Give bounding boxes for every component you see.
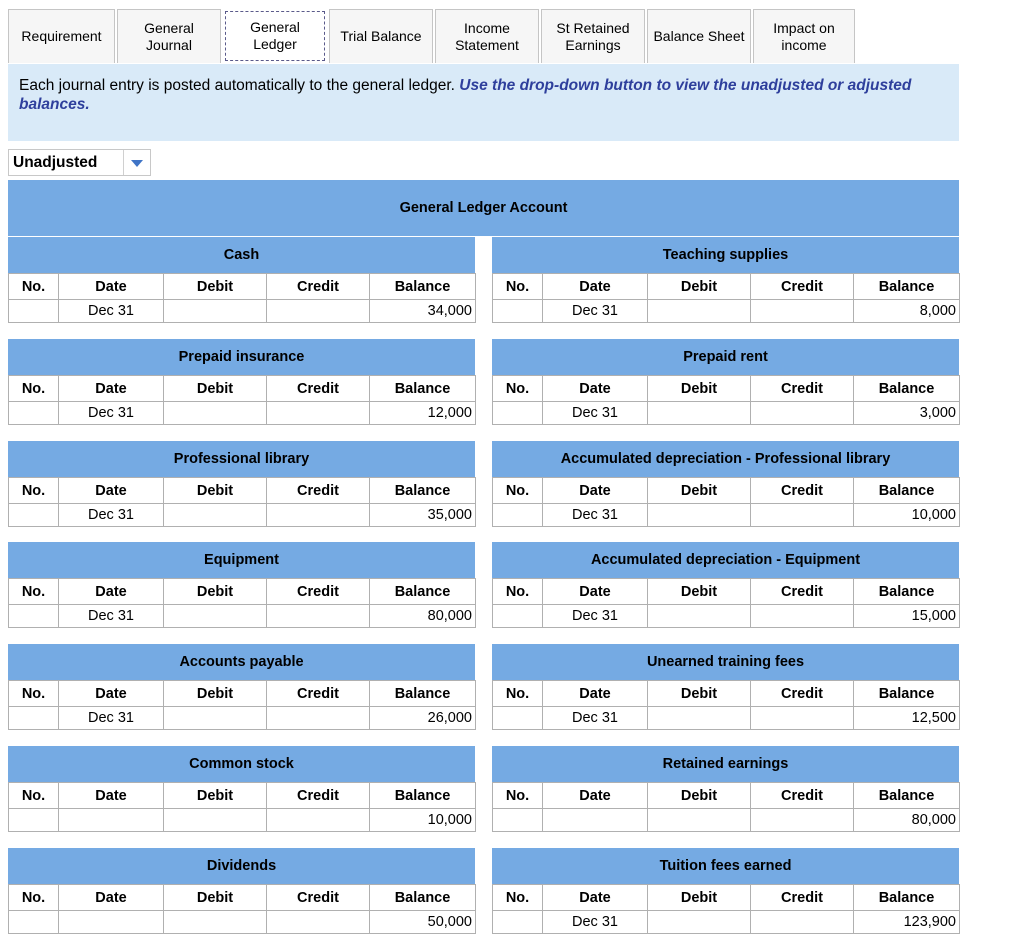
cell-credit[interactable]	[751, 402, 854, 425]
tab-label: Impact on income	[773, 19, 835, 53]
cell-credit[interactable]	[267, 504, 370, 527]
cell-date[interactable]: Dec 31	[59, 605, 164, 628]
cell-no[interactable]	[9, 402, 59, 425]
column-header-debit: Debit	[164, 885, 267, 911]
column-header-debit: Debit	[648, 783, 751, 809]
column-header-credit: Credit	[751, 478, 854, 504]
table-row	[493, 402, 960, 425]
column-header-date: Date	[543, 681, 648, 707]
column-header-credit: Credit	[751, 681, 854, 707]
cell-credit[interactable]	[267, 300, 370, 323]
cell-date[interactable]: Dec 31	[543, 504, 648, 527]
cell-credit[interactable]	[751, 911, 854, 934]
column-header-debit: Debit	[164, 478, 267, 504]
account-table	[8, 680, 476, 730]
cell-no[interactable]	[493, 402, 543, 425]
cell-no[interactable]	[493, 809, 543, 832]
column-header-date: Date	[543, 885, 648, 911]
account-table	[8, 375, 476, 425]
table-row	[493, 300, 960, 323]
cell-balance[interactable]: 26,000	[370, 707, 476, 730]
cell-credit[interactable]	[267, 809, 370, 832]
column-header-credit: Credit	[267, 376, 370, 402]
column-header-debit: Debit	[164, 376, 267, 402]
ledger-account	[8, 542, 475, 628]
tab-label: General Ledger	[250, 19, 300, 52]
column-header-balance: Balance	[854, 783, 960, 809]
table-row	[493, 605, 960, 628]
table-row	[9, 504, 476, 527]
column-header-credit: Credit	[751, 783, 854, 809]
column-header-credit: Credit	[267, 885, 370, 911]
column-header-debit: Debit	[164, 579, 267, 605]
account-title: Accumulated depreciation - Equipment	[492, 542, 959, 578]
ledger-header	[8, 180, 959, 236]
table-row	[9, 707, 476, 730]
chevron-down-icon[interactable]	[124, 158, 150, 167]
account-title: Retained earnings	[492, 746, 959, 782]
ledger-account	[492, 542, 959, 628]
column-header-balance: Balance	[854, 681, 960, 707]
column-header-no: No.	[493, 274, 543, 300]
cell-credit[interactable]	[751, 809, 854, 832]
column-header-credit: Credit	[267, 478, 370, 504]
account-title: Equipment	[8, 542, 475, 578]
column-header-date: Date	[59, 376, 164, 402]
column-header-balance: Balance	[854, 376, 960, 402]
cell-credit[interactable]	[267, 707, 370, 730]
account-title: Cash	[8, 237, 475, 273]
cell-date[interactable]: Dec 31	[543, 911, 648, 934]
account-table	[492, 578, 960, 628]
column-header-no: No.	[9, 579, 59, 605]
instructions-text: Each journal entry is posted automatically to the general ledger.	[19, 77, 455, 94]
cell-balance[interactable]: 34,000	[370, 300, 476, 323]
cell-date[interactable]: Dec 31	[59, 504, 164, 527]
ledger-account	[8, 339, 475, 425]
column-header-no: No.	[9, 274, 59, 300]
account-table	[492, 782, 960, 832]
column-header-no: No.	[9, 478, 59, 504]
cell-credit[interactable]	[751, 300, 854, 323]
column-header-date: Date	[59, 783, 164, 809]
account-title: Common stock	[8, 746, 475, 782]
column-header-credit: Credit	[267, 579, 370, 605]
column-header-credit: Credit	[751, 579, 854, 605]
column-header-date: Date	[59, 274, 164, 300]
account-table	[492, 273, 960, 323]
cell-balance[interactable]: 8,000	[854, 300, 960, 323]
cell-no[interactable]	[9, 809, 59, 832]
column-header-credit: Credit	[751, 376, 854, 402]
column-header-date: Date	[543, 579, 648, 605]
column-header-balance: Balance	[370, 783, 476, 809]
ledger-account	[492, 746, 959, 832]
tab-impact-on-income[interactable]	[753, 9, 855, 63]
account-title: Tuition fees earned	[492, 848, 959, 884]
account-table	[8, 273, 476, 323]
ledger-account	[8, 644, 475, 730]
table-row	[493, 809, 960, 832]
tab-bar	[8, 9, 857, 63]
column-header-balance: Balance	[854, 478, 960, 504]
cell-credit[interactable]	[267, 911, 370, 934]
ledger-account	[492, 339, 959, 425]
cell-debit[interactable]	[648, 605, 751, 628]
column-header-no: No.	[9, 681, 59, 707]
instructions-emphasis: Use the drop-down button to view the unadjusted or adjusted balances.	[19, 77, 912, 113]
tab-requirement[interactable]	[8, 9, 115, 63]
cell-debit[interactable]	[164, 707, 267, 730]
column-header-date: Date	[59, 579, 164, 605]
cell-no[interactable]	[9, 707, 59, 730]
cell-date[interactable]	[59, 911, 164, 934]
account-table	[8, 477, 476, 527]
table-row	[9, 402, 476, 425]
tab-label: General Journal	[144, 19, 194, 53]
table-row	[493, 504, 960, 527]
table-row	[9, 605, 476, 628]
cell-date[interactable]	[59, 809, 164, 832]
column-header-balance: Balance	[370, 376, 476, 402]
column-header-no: No.	[9, 376, 59, 402]
cell-no[interactable]	[9, 605, 59, 628]
cell-no[interactable]	[493, 300, 543, 323]
account-table	[492, 375, 960, 425]
account-title: Prepaid rent	[492, 339, 959, 375]
tab-general-journal[interactable]	[117, 9, 221, 63]
column-header-balance: Balance	[854, 579, 960, 605]
column-header-debit: Debit	[648, 681, 751, 707]
tab-label: Requirement	[21, 28, 102, 44]
cell-no[interactable]	[493, 605, 543, 628]
cell-balance[interactable]: 10,000	[370, 809, 476, 832]
cell-credit[interactable]	[267, 605, 370, 628]
cell-no[interactable]	[9, 504, 59, 527]
column-header-balance: Balance	[370, 681, 476, 707]
cell-balance[interactable]: 35,000	[370, 504, 476, 527]
column-header-no: No.	[493, 579, 543, 605]
column-header-credit: Credit	[267, 274, 370, 300]
table-row	[493, 911, 960, 934]
column-header-debit: Debit	[164, 783, 267, 809]
cell-debit[interactable]	[648, 707, 751, 730]
column-header-date: Date	[59, 478, 164, 504]
tab-label: St Retained Earnings	[556, 19, 630, 53]
column-header-date: Date	[543, 783, 648, 809]
cell-balance[interactable]: 123,900	[854, 911, 960, 934]
tab-label: Trial Balance	[340, 28, 422, 44]
cell-no[interactable]	[9, 300, 59, 323]
column-header-debit: Debit	[164, 274, 267, 300]
dropdown-value: Unadjusted	[13, 153, 98, 171]
tab-income-statement[interactable]	[435, 9, 539, 63]
cell-date[interactable]: Dec 31	[59, 300, 164, 323]
cell-debit[interactable]	[648, 809, 751, 832]
ledger-account	[492, 848, 959, 934]
column-header-no: No.	[493, 478, 543, 504]
column-header-balance: Balance	[370, 274, 476, 300]
cell-date[interactable]: Dec 31	[59, 402, 164, 425]
account-title: Professional library	[8, 441, 475, 477]
column-header-debit: Debit	[164, 681, 267, 707]
account-table	[8, 578, 476, 628]
column-header-balance: Balance	[370, 579, 476, 605]
tab-st-retained-earnings[interactable]	[541, 9, 645, 63]
account-title: Teaching supplies	[492, 237, 959, 273]
column-header-credit: Credit	[751, 885, 854, 911]
ledger-title: General Ledger Account	[399, 200, 568, 216]
cell-no[interactable]	[493, 911, 543, 934]
column-header-debit: Debit	[648, 274, 751, 300]
cell-debit[interactable]	[648, 402, 751, 425]
cell-credit[interactable]	[751, 504, 854, 527]
account-table	[492, 680, 960, 730]
cell-credit[interactable]	[751, 707, 854, 730]
column-header-debit: Debit	[648, 885, 751, 911]
column-header-date: Date	[543, 376, 648, 402]
ledger-account	[8, 746, 475, 832]
account-title: Accounts payable	[8, 644, 475, 680]
cell-debit[interactable]	[164, 402, 267, 425]
account-table	[492, 884, 960, 934]
cell-balance[interactable]: 50,000	[370, 911, 476, 934]
column-header-date: Date	[543, 274, 648, 300]
column-header-date: Date	[543, 478, 648, 504]
ledger-account	[492, 441, 959, 527]
cell-date[interactable]	[543, 809, 648, 832]
column-header-no: No.	[493, 885, 543, 911]
account-table	[8, 884, 476, 934]
column-header-date: Date	[59, 885, 164, 911]
cell-date[interactable]: Dec 31	[543, 605, 648, 628]
ledger-account	[8, 441, 475, 527]
table-row	[9, 911, 476, 934]
instructions-banner	[8, 64, 959, 141]
column-header-date: Date	[59, 681, 164, 707]
cell-no[interactable]	[493, 504, 543, 527]
cell-debit[interactable]	[164, 300, 267, 323]
column-header-credit: Credit	[267, 681, 370, 707]
cell-debit[interactable]	[648, 911, 751, 934]
column-header-balance: Balance	[854, 885, 960, 911]
cell-debit[interactable]	[648, 504, 751, 527]
column-header-no: No.	[493, 783, 543, 809]
account-title: Accumulated depreciation - Professional library	[492, 441, 959, 477]
cell-date[interactable]: Dec 31	[59, 707, 164, 730]
account-table	[8, 782, 476, 832]
column-header-no: No.	[9, 783, 59, 809]
cell-date[interactable]: Dec 31	[543, 707, 648, 730]
cell-balance[interactable]: 12,500	[854, 707, 960, 730]
cell-debit[interactable]	[164, 504, 267, 527]
column-header-no: No.	[493, 681, 543, 707]
ledger-account	[8, 848, 475, 934]
account-title: Unearned training fees	[492, 644, 959, 680]
tab-balance-sheet[interactable]	[647, 9, 751, 63]
tab-trial-balance[interactable]	[329, 9, 433, 63]
cell-balance[interactable]: 3,000	[854, 402, 960, 425]
cell-debit[interactable]	[164, 911, 267, 934]
ledger-account	[8, 237, 475, 323]
table-row	[9, 809, 476, 832]
cell-credit[interactable]	[751, 605, 854, 628]
tab-general-ledger[interactable]	[223, 9, 327, 63]
cell-balance[interactable]: 80,000	[370, 605, 476, 628]
column-header-debit: Debit	[648, 376, 751, 402]
cell-balance[interactable]: 12,000	[370, 402, 476, 425]
cell-credit[interactable]	[267, 402, 370, 425]
column-header-no: No.	[9, 885, 59, 911]
column-header-balance: Balance	[854, 274, 960, 300]
column-header-balance: Balance	[370, 478, 476, 504]
cell-debit[interactable]	[164, 809, 267, 832]
ledger-account	[492, 644, 959, 730]
ledger-account	[492, 237, 959, 323]
cell-balance[interactable]: 10,000	[854, 504, 960, 527]
cell-date[interactable]: Dec 31	[543, 402, 648, 425]
account-title: Prepaid insurance	[8, 339, 475, 375]
tab-label: Income Statement	[455, 19, 519, 53]
cell-no[interactable]	[9, 911, 59, 934]
cell-debit[interactable]	[164, 605, 267, 628]
cell-balance[interactable]: 15,000	[854, 605, 960, 628]
column-header-debit: Debit	[648, 579, 751, 605]
column-header-credit: Credit	[267, 783, 370, 809]
tab-label: Balance Sheet	[653, 28, 745, 44]
column-header-credit: Credit	[751, 274, 854, 300]
column-header-no: No.	[493, 376, 543, 402]
table-row	[9, 300, 476, 323]
cell-date[interactable]: Dec 31	[543, 300, 648, 323]
balance-view-dropdown[interactable]	[8, 149, 151, 176]
cell-debit[interactable]	[648, 300, 751, 323]
table-row	[493, 707, 960, 730]
account-title: Dividends	[8, 848, 475, 884]
column-header-balance: Balance	[370, 885, 476, 911]
account-table	[492, 477, 960, 527]
cell-no[interactable]	[493, 707, 543, 730]
column-header-debit: Debit	[648, 478, 751, 504]
cell-balance[interactable]: 80,000	[854, 809, 960, 832]
